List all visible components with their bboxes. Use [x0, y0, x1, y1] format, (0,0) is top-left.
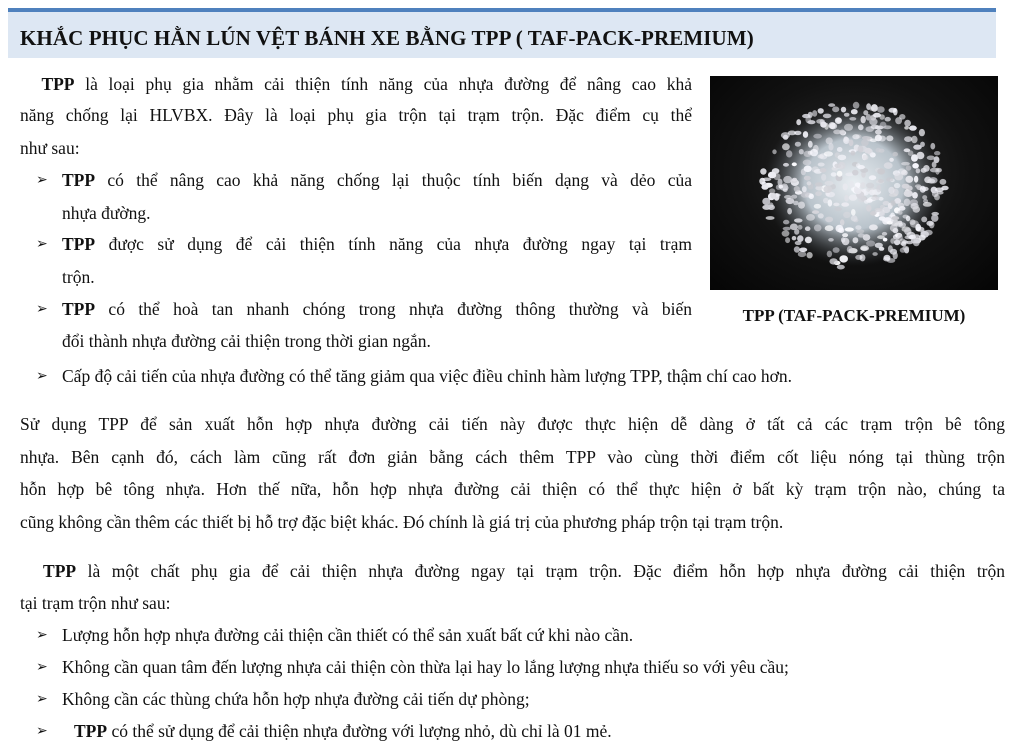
granule — [906, 165, 912, 170]
granule — [782, 230, 790, 236]
granule — [841, 107, 846, 113]
granule — [843, 212, 851, 218]
granule — [919, 235, 926, 241]
paragraph-line: Sử dụng TPP để sản xuất hỗn hợp nhựa đường cải tiến này được thực hiện dễ dàng ở tất cả các trạm trộn bê tông — [20, 414, 1005, 434]
granule — [872, 252, 877, 256]
granule — [761, 184, 768, 189]
granule — [808, 141, 813, 148]
granule — [825, 217, 833, 223]
granule — [827, 251, 832, 258]
granule — [916, 168, 921, 173]
granule — [796, 119, 801, 125]
granule — [831, 172, 837, 176]
granule — [791, 195, 797, 199]
list-item-cont: trộn. — [62, 267, 95, 287]
granule — [885, 117, 891, 122]
granule — [849, 117, 856, 121]
granule — [764, 204, 772, 208]
granule — [866, 240, 875, 246]
granule — [869, 190, 876, 196]
granule — [852, 134, 859, 139]
granule — [869, 224, 878, 230]
granule — [904, 136, 912, 142]
granule — [877, 168, 885, 174]
granule — [873, 113, 881, 118]
granule — [815, 191, 822, 196]
granule — [864, 148, 871, 154]
granule — [909, 125, 917, 130]
granule — [858, 124, 864, 130]
granule — [844, 113, 850, 117]
granule — [855, 188, 862, 194]
list-item: TPP có thể sử dụng để cải thiện nhựa đường với lượng nhỏ, dù chỉ là 01 mẻ. — [74, 721, 612, 741]
granule — [807, 252, 813, 258]
granule — [866, 205, 871, 212]
list-item: TPP có thể nâng cao khả năng chống lại thuộc tính biến dạng và dẻo của — [62, 170, 692, 190]
granule — [798, 225, 803, 230]
granule — [829, 122, 836, 129]
list-item: TPP có thể hoà tan nhanh chóng trong nhựa đường thông thường và biến — [62, 299, 692, 319]
list-item-cont: nhựa đường. — [62, 203, 151, 223]
granule — [888, 245, 893, 252]
granule — [847, 246, 853, 253]
granule — [782, 143, 790, 150]
granule — [927, 179, 935, 184]
granule — [855, 225, 861, 230]
granule — [839, 255, 848, 262]
granule — [840, 219, 844, 225]
granule — [914, 176, 918, 183]
granule — [838, 162, 846, 170]
granule — [930, 143, 935, 150]
granule — [924, 230, 933, 236]
granule — [853, 102, 860, 109]
granule — [875, 129, 882, 134]
granule — [877, 235, 885, 239]
paragraph-line: cũng không cần thêm các thiết bị hỗ trợ đặc biệt khác. Đó chính là giá trị của phương pháp trộn tại trạm trộn. — [20, 512, 784, 532]
arrow-bullet-icon: ➢ — [36, 368, 48, 384]
image-caption: TPP (TAF-PACK-PREMIUM) — [742, 306, 966, 325]
arrow-bullet-icon: ➢ — [36, 301, 48, 317]
granule — [783, 227, 791, 231]
granule — [818, 213, 824, 218]
granule — [841, 202, 849, 206]
list-item: Lượng hỗn hợp nhựa đường cải thiện cần thiết có thể sản xuất bất cứ khi nào cần. — [62, 625, 634, 645]
granule — [861, 139, 869, 146]
granule — [886, 135, 893, 141]
list-item: Cấp độ cải tiến của nhựa đường có thể tăng giảm qua việc điều chỉnh hàm lượng TPP, thậm chí cao hơn. — [62, 366, 792, 386]
list-item: TPP được sử dụng để cải thiện tính năng của nhựa đường ngay tại trạm — [62, 234, 692, 254]
granule — [839, 130, 845, 135]
granule — [863, 110, 868, 115]
granule — [836, 225, 844, 232]
granule — [876, 148, 882, 153]
granule — [920, 186, 926, 193]
granule — [843, 137, 849, 144]
granule — [851, 151, 856, 156]
granule — [891, 216, 899, 220]
granule — [852, 170, 858, 176]
granule — [795, 142, 801, 147]
granule — [935, 188, 944, 192]
granule — [940, 179, 947, 185]
granule — [931, 214, 938, 222]
granule — [779, 185, 784, 189]
granule — [792, 162, 797, 166]
granule — [812, 110, 817, 117]
granule — [834, 207, 842, 211]
intro2-line-1: TPP là một chất phụ gia để cải thiện nhựa đường ngay tại trạm trộn. Đặc điểm hỗn hợp nhựa đường cải thiện trộn — [43, 561, 1006, 581]
granule — [823, 186, 832, 193]
granule — [880, 122, 887, 129]
granule — [856, 229, 864, 233]
granule — [866, 183, 874, 189]
arrow-bullet-icon: ➢ — [36, 172, 48, 188]
granule — [869, 118, 877, 125]
granule — [818, 163, 825, 167]
granule — [810, 149, 818, 156]
granule — [858, 146, 864, 153]
granule — [912, 192, 918, 199]
granule — [894, 183, 900, 188]
granule — [820, 122, 827, 128]
granule — [921, 217, 927, 223]
granule — [804, 176, 811, 181]
section-header — [8, 8, 996, 58]
granule — [904, 199, 911, 207]
granule — [783, 176, 792, 183]
granule — [893, 108, 898, 115]
granule — [812, 210, 819, 214]
granule — [837, 171, 843, 177]
granule — [844, 195, 849, 202]
list-item: Không cần quan tâm đến lượng nhựa cải thiện còn thừa lại hay lo lắng lượng nhựa thiếu so với yêu cầu; — [62, 657, 789, 677]
granule — [786, 150, 792, 157]
granule — [904, 120, 911, 127]
granule — [870, 139, 877, 143]
list-item: Không cần các thùng chứa hỗn hợp nhựa đường cải tiến dự phòng; — [62, 689, 530, 709]
arrow-bullet-icon: ➢ — [36, 723, 48, 739]
granule — [849, 181, 854, 188]
granule — [862, 155, 868, 160]
granule — [766, 216, 775, 220]
granule — [923, 202, 932, 207]
granule — [851, 209, 856, 216]
granule — [803, 160, 812, 166]
granule — [788, 131, 797, 136]
granule — [803, 131, 808, 138]
granule — [858, 233, 865, 237]
granule — [877, 106, 885, 113]
granule — [916, 152, 924, 160]
granule — [861, 116, 866, 123]
granule — [934, 194, 940, 201]
granule — [902, 184, 910, 189]
granule — [920, 142, 925, 147]
granule — [844, 124, 853, 131]
granule — [828, 199, 833, 206]
granule — [835, 117, 842, 124]
granule — [875, 243, 883, 248]
granule — [832, 106, 839, 112]
granule — [824, 151, 833, 156]
granule — [904, 148, 911, 152]
granule — [794, 246, 800, 252]
granule — [895, 117, 902, 124]
granule — [807, 120, 815, 124]
granule — [805, 237, 812, 244]
granule — [934, 151, 940, 155]
granule — [860, 182, 866, 188]
granule — [806, 214, 815, 221]
granule — [864, 200, 869, 204]
granule — [829, 258, 837, 264]
granule — [904, 247, 909, 253]
granule — [913, 240, 920, 247]
granule — [922, 195, 927, 200]
granule — [904, 190, 913, 197]
granule — [904, 126, 909, 130]
page-title: KHẮC PHỤC HẰN LÚN VỆT BÁNH XE BẰNG TPP ( TAF-PACK-PREMIUM) — [20, 26, 754, 50]
granule — [794, 186, 800, 192]
granule — [790, 224, 798, 231]
granule — [876, 185, 881, 192]
intro2-line-2: tại trạm trộn như sau: — [20, 593, 171, 613]
granule — [842, 233, 848, 237]
granule — [889, 193, 897, 197]
granule — [913, 206, 921, 213]
granule — [893, 252, 898, 259]
granule — [841, 237, 845, 242]
granule — [878, 179, 884, 183]
granule — [826, 137, 833, 144]
granule — [833, 203, 839, 207]
granule — [815, 182, 823, 186]
intro-line-1: TPP là loại phụ gia nhằm cải thiện tính năng của nhựa đường để nâng cao khả — [41, 74, 693, 94]
granule — [798, 251, 806, 257]
intro-line-3: như sau: — [20, 138, 80, 158]
granule — [845, 227, 854, 231]
granule — [792, 236, 797, 240]
granule — [901, 162, 910, 166]
granule — [759, 178, 765, 185]
granule — [862, 136, 871, 140]
arrow-bullet-icon: ➢ — [36, 659, 48, 675]
granule — [837, 147, 843, 152]
granule — [912, 163, 919, 169]
tpp-bold: TPP — [43, 561, 77, 581]
paragraph-line: hỗn hợp bê tông nhựa. Hơn thế nữa, hỗn hợp nhựa đường cải thiện có thể thực hiện ở bất kỳ trạm trộn nào, chúng ta — [20, 479, 1005, 499]
granule — [825, 225, 834, 231]
granule — [888, 187, 894, 194]
granule — [929, 221, 935, 228]
granule — [890, 238, 895, 244]
intro-line-2: năng chống lại HLVBX. Đây là loại phụ gia trộn tại trạm trộn. Đặc điểm cụ thể — [20, 105, 692, 125]
granule — [911, 136, 917, 144]
granule — [797, 235, 803, 242]
granule — [871, 211, 877, 215]
granule — [802, 186, 807, 192]
granule — [886, 177, 893, 181]
granule — [894, 173, 903, 180]
granule — [760, 168, 766, 174]
granule — [853, 237, 859, 243]
granule — [792, 178, 797, 182]
granule — [851, 215, 858, 221]
granule — [768, 172, 776, 179]
granule — [838, 155, 847, 161]
granule — [837, 265, 845, 270]
granule — [799, 248, 807, 253]
granule — [860, 245, 869, 251]
arrow-bullet-icon: ➢ — [36, 236, 48, 252]
granule — [794, 218, 803, 222]
granule — [883, 257, 890, 262]
granule — [813, 134, 822, 139]
granule — [891, 200, 896, 206]
granule — [898, 211, 903, 215]
granule — [905, 176, 913, 183]
granule — [882, 232, 887, 236]
tpp-bold: TPP — [41, 74, 75, 94]
granule — [820, 168, 827, 173]
granule — [901, 242, 906, 247]
granule — [787, 208, 792, 215]
list-item-cont: đổi thành nhựa đường cải thiện trong thời gian ngắn. — [62, 331, 431, 351]
granule — [814, 224, 822, 231]
granule — [783, 163, 789, 167]
granule — [934, 156, 940, 163]
granule — [821, 174, 826, 181]
granule — [892, 152, 898, 157]
granule — [913, 234, 920, 238]
granule — [884, 162, 893, 169]
granule — [866, 126, 875, 132]
granule — [805, 226, 811, 231]
granule — [818, 108, 824, 114]
granule — [785, 237, 790, 243]
arrow-bullet-icon: ➢ — [36, 691, 48, 707]
plastic-granules-photo-icon — [710, 76, 998, 290]
granule — [906, 216, 911, 222]
granule — [857, 165, 865, 169]
granule — [869, 175, 876, 180]
granule — [828, 103, 835, 107]
arrow-bullet-icon: ➢ — [36, 627, 48, 643]
granule — [825, 181, 834, 186]
granule — [783, 220, 789, 225]
granule — [923, 165, 930, 172]
granule — [899, 206, 906, 211]
granule — [833, 247, 840, 253]
granule — [935, 168, 939, 175]
granule — [772, 149, 776, 154]
granule — [823, 114, 832, 119]
granule — [799, 149, 804, 154]
granule — [770, 193, 776, 199]
granule — [807, 181, 812, 185]
granule — [798, 202, 805, 209]
paragraph-line: nhựa. Bên cạnh đó, cách làm cũng rất đơn giản bằng cách thêm TPP vào cùng thời điểm cốt liệu nóng tại thùng trộn — [20, 447, 1005, 467]
granule — [808, 112, 813, 118]
granule — [843, 183, 848, 190]
granule — [828, 238, 834, 242]
granule — [887, 221, 893, 225]
granule — [870, 107, 875, 111]
granule — [855, 255, 862, 260]
granule — [804, 166, 812, 173]
granule — [889, 158, 894, 162]
granule — [809, 194, 814, 199]
granule — [814, 204, 821, 209]
granule — [784, 195, 792, 199]
granule — [849, 194, 857, 200]
granule — [783, 135, 788, 140]
granule — [879, 211, 885, 217]
granule — [919, 129, 925, 136]
granule — [849, 139, 854, 146]
granule — [893, 228, 899, 233]
granule — [851, 109, 858, 114]
